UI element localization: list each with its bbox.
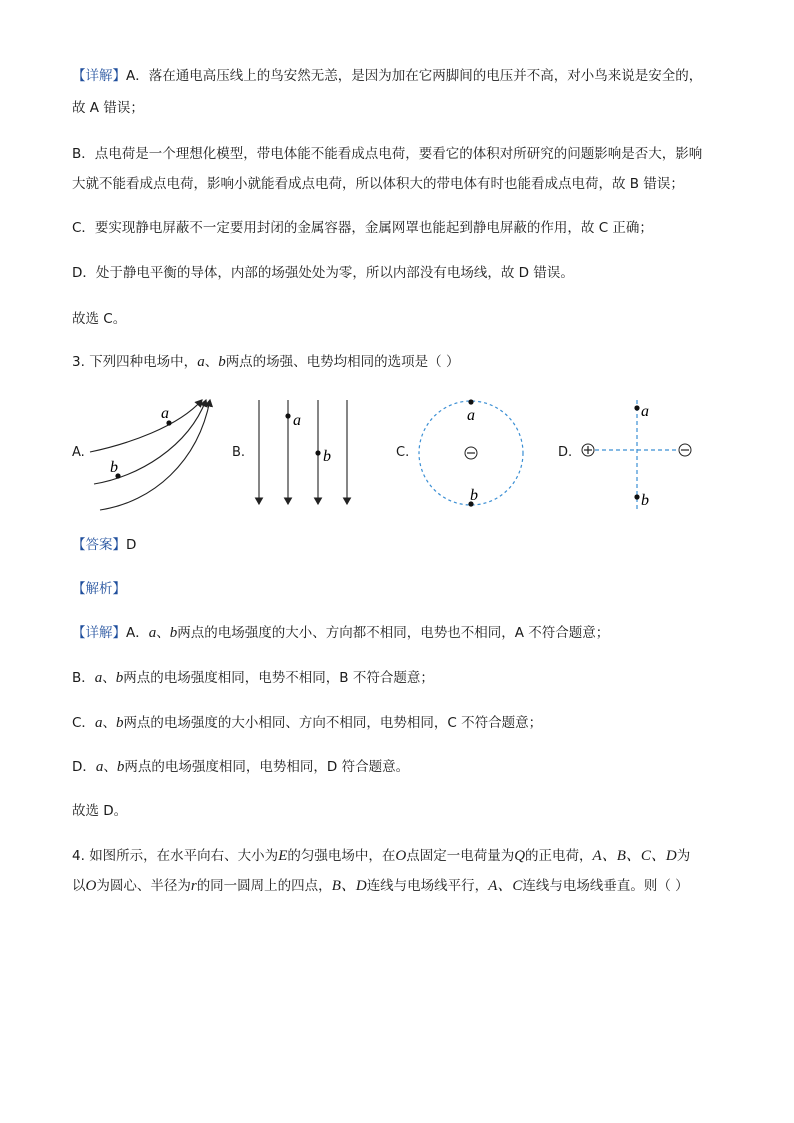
point-a: a xyxy=(94,715,103,731)
q2-conclusion: 故选 C。 xyxy=(72,311,127,327)
symbol-e: E xyxy=(278,848,288,864)
point-b: b xyxy=(169,625,178,641)
q3-detail-line-a xyxy=(72,623,609,643)
text: 的匀强电场中，在 xyxy=(287,848,396,864)
field-line xyxy=(90,400,202,452)
q2-detail-line-c: C．要实现静电屏蔽不一定要用封闭的金属容器，金属网罩也能起到静电屏蔽的作用，故 C 正确； xyxy=(72,220,653,236)
text: 的正电荷， xyxy=(525,848,593,864)
q3-stem xyxy=(72,352,459,372)
figure-c-point-charge-circle xyxy=(412,394,532,514)
text: 连线与电场线平行， xyxy=(366,878,489,894)
label-b: b xyxy=(110,459,118,476)
q3-analysis-tag xyxy=(72,579,126,599)
label-a: a xyxy=(467,407,475,424)
prefix: A． xyxy=(126,625,149,641)
label-a: a xyxy=(161,405,169,422)
figure-a-curved-field xyxy=(88,392,218,514)
text: 的同一圆周上的四点， xyxy=(196,878,332,894)
q3-stem-post: 两点的场强、电势均相同的选项是（ ） xyxy=(225,354,460,370)
symbols-bd: B、D xyxy=(331,878,367,894)
q3-answer xyxy=(72,535,136,555)
option-d-label: D. xyxy=(558,445,573,460)
point-b: b xyxy=(115,715,124,731)
figure-d-two-charges xyxy=(578,398,698,512)
q4-number: 4. xyxy=(72,848,85,864)
text: 点固定一电荷量为 xyxy=(406,848,515,864)
label-b: b xyxy=(641,492,649,509)
point-a-dot xyxy=(468,399,473,404)
sep: 、 xyxy=(102,715,116,731)
text: 两点的电场强度相同，电势相同，D 符合题意。 xyxy=(124,759,410,775)
point-a: a xyxy=(197,354,205,370)
option-c-label: C. xyxy=(396,445,410,460)
symbol-o: O xyxy=(85,878,97,894)
label-b: b xyxy=(323,448,331,465)
text: 为 xyxy=(676,848,691,864)
point-a-dot xyxy=(285,413,290,418)
symbol-r: r xyxy=(190,878,197,894)
q3-conclusion: 故选 D。 xyxy=(72,803,128,819)
q3-detail-line-b xyxy=(72,668,434,688)
point-b-dot xyxy=(634,494,639,499)
q3-detail-line-d xyxy=(72,757,409,777)
option-a-label: A. xyxy=(72,445,85,460)
q2-detail-line-a2: 故 A 错误； xyxy=(72,100,144,116)
text: 两点的电场强度的大小、方向都不相同，电势也不相同，A 不符合题意； xyxy=(177,625,610,641)
point-a: a xyxy=(95,759,104,775)
answer-value: D xyxy=(126,537,137,553)
detail-tag: 【详解】 xyxy=(72,625,126,641)
detail-tag: 【详解】 xyxy=(72,68,126,84)
label-b: b xyxy=(470,487,478,504)
text: 以 xyxy=(72,878,86,894)
q2-detail-line-a1 xyxy=(72,66,702,86)
symbol-o: O xyxy=(395,848,407,864)
sep: 、 xyxy=(103,759,117,775)
point-b: b xyxy=(218,354,226,370)
q2-detail-line-b2: 大就不能看成点电荷，影响小就能看成点电荷，所以体积大的带电体有时也能看成点电荷，故 B 错误； xyxy=(72,176,684,192)
figure-b-uniform-field xyxy=(250,398,360,508)
q3-detail-line-c xyxy=(72,713,542,733)
sep: 、 xyxy=(204,354,219,370)
q4-stem-line2 xyxy=(72,876,689,896)
prefix: B． xyxy=(72,670,95,686)
point-a-dot xyxy=(634,405,639,410)
answer-tag: 【答案】 xyxy=(72,537,126,553)
symbols-ac: A、C xyxy=(488,878,523,894)
q3-stem-pre: 下列四种电场中， xyxy=(89,354,198,370)
label-a: a xyxy=(641,403,649,420)
point-b-dot xyxy=(315,450,320,455)
option-b-label: B. xyxy=(232,445,246,460)
q2-a-text: A．落在通电高压线上的鸟安然无恙，是因为加在它两脚间的电压并不高，对小鸟来说是安全的， xyxy=(126,68,703,84)
prefix: D． xyxy=(72,759,96,775)
text: 连线与电场线垂直。则（ ） xyxy=(522,878,689,894)
symbols-abcd: A、B、C、D xyxy=(592,848,677,864)
text: 两点的电场强度相同，电势不相同，B 不符合题意； xyxy=(123,670,434,686)
text: 为圆心、半径为 xyxy=(96,878,191,894)
point-a: a xyxy=(148,625,157,641)
sep: 、 xyxy=(102,670,116,686)
field-line xyxy=(100,400,210,510)
sep: 、 xyxy=(156,625,170,641)
prefix: C． xyxy=(72,715,95,731)
q2-detail-line-d: D．处于静电平衡的导体，内部的场强处处为零，所以内部没有电场线，故 D 错误。 xyxy=(72,265,574,281)
text: 两点的电场强度的大小相同、方向不相同，电势相同，C 不符合题意； xyxy=(123,715,543,731)
q3-number: 3. xyxy=(72,354,85,370)
symbol-q: Q xyxy=(514,848,526,864)
label-a: a xyxy=(293,412,301,429)
text: 如图所示，在水平向右、大小为 xyxy=(89,848,279,864)
point-b: b xyxy=(116,759,125,775)
point-b: b xyxy=(115,670,124,686)
analysis-tag: 【解析】 xyxy=(72,581,126,597)
point-a: a xyxy=(94,670,103,686)
q4-stem-line1 xyxy=(72,846,690,866)
q2-detail-line-b1: B．点电荷是一个理想化模型，带电体能不能看成点电荷，要看它的体积对所研究的问题影响是否大，影响 xyxy=(72,146,703,162)
